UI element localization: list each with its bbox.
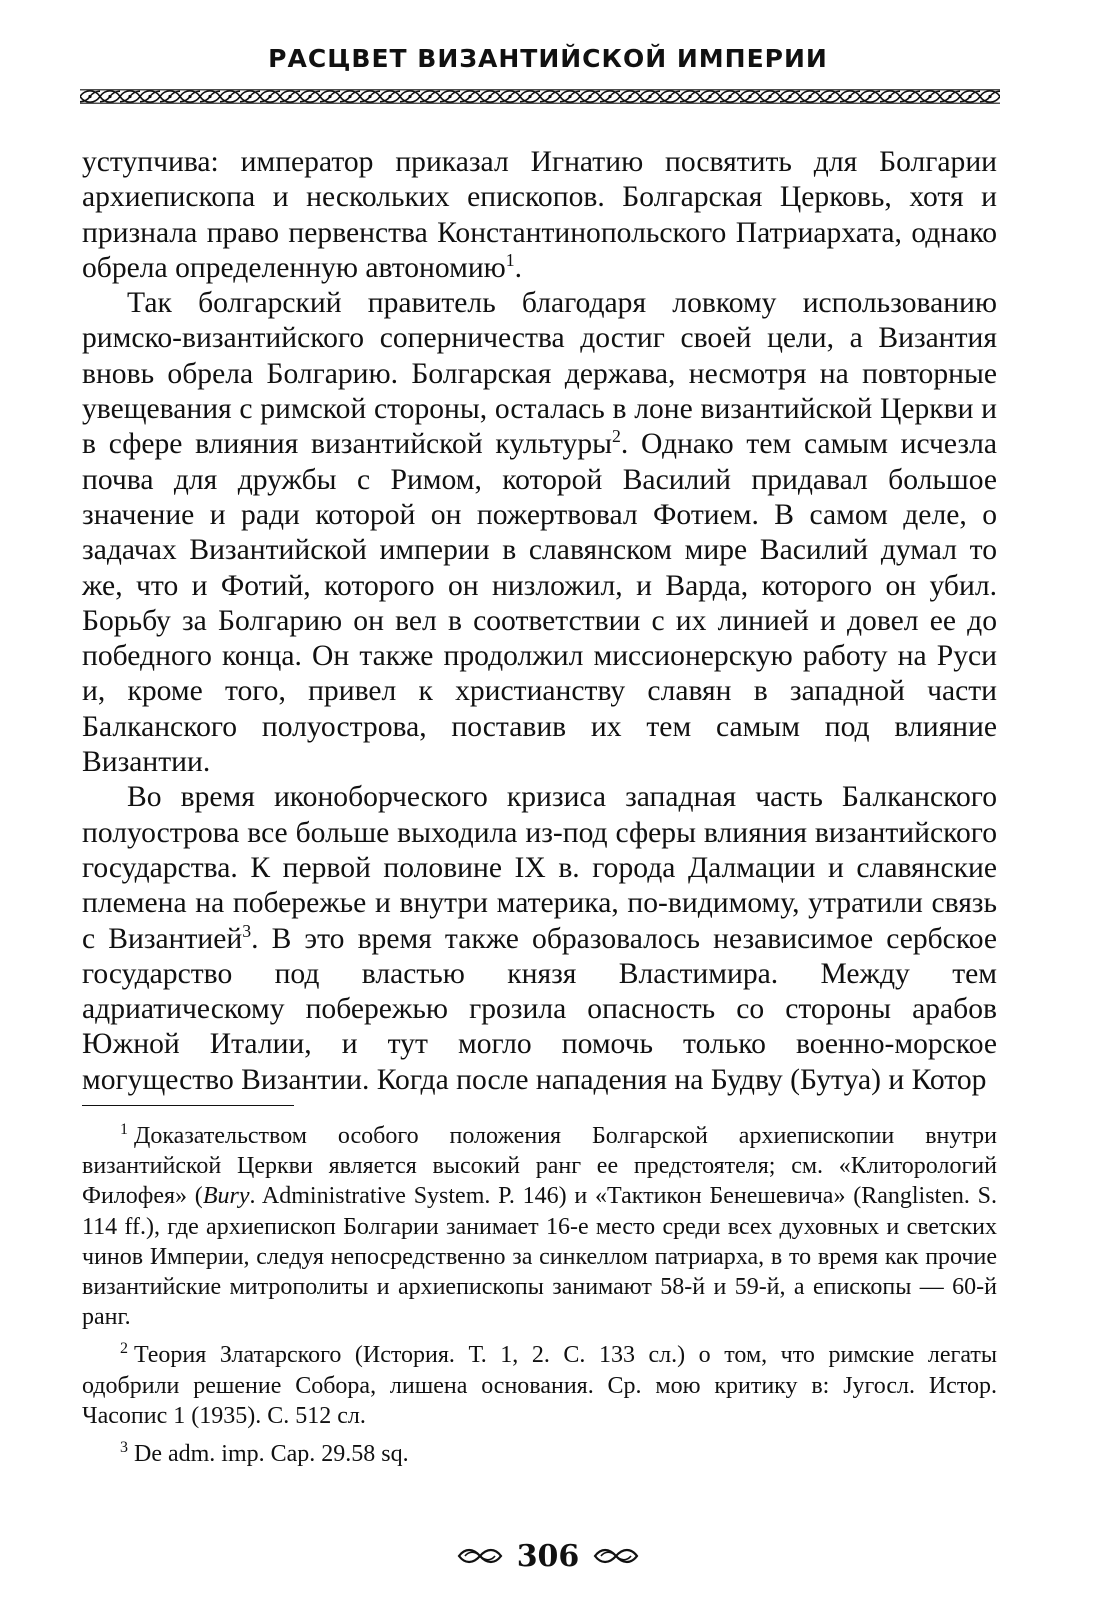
footnote-number: 3 bbox=[120, 1439, 128, 1457]
footnote-separator bbox=[82, 1105, 294, 1106]
footnote-reference: 2 bbox=[612, 426, 621, 447]
paragraph-text: . Однако тем самым исчезла почва для дружбы с Римом, которой Василий придавал большое значение и ради которой он пожертвовал Фотием. В самом деле, о задачах Византийской империи в славянском мире Василий думал то же, что и Фотий, которого он низложил, и Варда, которого он убил. Борьбу за Болгарию он вел в соответствии с их линией и довел ее до победного конца. Он также продолжил миссионерскую работу на Руси и, кроме того, привел к христианству славян в западной части Балканского полуострова, поставив их тем самым под влияние Византии. bbox=[82, 428, 997, 779]
footnote bbox=[82, 1340, 997, 1431]
footnote bbox=[82, 1121, 997, 1332]
footnote-text: De adm. imp. Cap. 29.58 sq. bbox=[134, 1441, 409, 1468]
running-head-title: РАСЦВЕТ ВИЗАНТИЙСКОЙ ИМПЕРИИ bbox=[268, 44, 828, 73]
paragraph-text: Так болгарский правитель благодаря ловкому использованию римско-византийского соперничества достиг своей цели, а Византия вновь обрела Болгарию. Болгарская держава, несмотря на повторные увещевания с римской стороны, осталась в лоне византийской Церкви и в сфере влияния византийской культуры bbox=[82, 287, 997, 461]
footnote-number: 2 bbox=[120, 1340, 128, 1358]
braided-band-ornament bbox=[80, 89, 1000, 104]
footnote bbox=[82, 1439, 997, 1469]
footnote-author-italic: Bury bbox=[202, 1183, 250, 1210]
paragraph-text: . bbox=[514, 251, 523, 284]
footnote-text: Доказательством особого положения Болгарской архиепископии внутри византийской Церкви является высокий ранг ее предстоятеля; см. «Клиторологий Филофея» ( bbox=[82, 1123, 997, 1210]
body-paragraph bbox=[82, 145, 997, 286]
body-paragraph bbox=[82, 780, 997, 1098]
footnote-number: 1 bbox=[120, 1121, 128, 1138]
paragraph-text: Во время иконоборческого кризиса западная часть Балканского полуострова все больше выходила из-под сферы влияния византийского государства. К первой половине IX в. города Далмации и славянские племена на побережье и внутри материка, по-видимому, утратили связь с Византией bbox=[82, 781, 997, 955]
footnotes bbox=[82, 1121, 997, 1477]
page-footer bbox=[0, 1536, 1096, 1576]
body-paragraph bbox=[82, 286, 997, 780]
knot-ornament-right bbox=[593, 1547, 639, 1565]
paragraph-text: . В это время также образовалось независимое сербское государство под властью князя Властимира. Между тем адриатическому побережью грозила опасность со стороны арабов Южной Италии, и тут могло помочь только военно-морское могущество Византии. Когда после нападения на Будву (Бутуа) и Котор bbox=[82, 922, 997, 1096]
footnote-text: . Administrative System. P. 146) и «Тактикон Бенешевича» (Ranglisten. S. 114 ff.), где архиепископ Болгарии занимает 16-е место среди всех духовных и светских чинов Империи, следуя непосредственно за синкеллом патриарха, в то время как прочие византийские митрополиты и архиепископы занимают 58-й и 59-й, а епископы — 60-й ранг. bbox=[82, 1183, 998, 1331]
footnote-text: Теория Златарского (История. Т. 1, 2. С. 133 сл.) о том, что римские легаты одобрили решение Собора, лишена основания. Ср. мою критику в: Југосл. Истор. Часопис 1 (1935). С. 512 сл. bbox=[82, 1342, 997, 1429]
main-text bbox=[82, 145, 997, 1098]
footnote-reference: 1 bbox=[505, 250, 515, 271]
page-number: 306 bbox=[516, 1538, 580, 1574]
paragraph-text: уступчива: император приказал Игнатию посвятить для Болгарии архиепископа и нескольких епископов. Болгарская Церковь, хотя и признала право первенства Константинопольского Патриархата, однако обрела определенную автономию bbox=[82, 146, 997, 284]
footnote-reference: 3 bbox=[242, 920, 252, 941]
knot-ornament-left bbox=[457, 1547, 503, 1565]
